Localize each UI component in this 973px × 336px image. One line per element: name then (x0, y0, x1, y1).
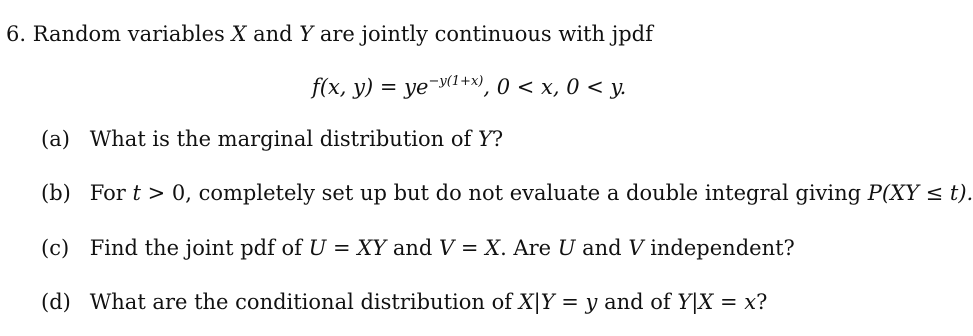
part-b (41, 180, 973, 206)
math-y: Y (299, 22, 314, 46)
formula-support: , 0 < x, 0 < y. (483, 75, 627, 99)
math-u: U (308, 236, 327, 260)
math-equals: = (454, 236, 486, 260)
math-v: V (439, 236, 455, 260)
part-text-pre: Find the joint pdf of (89, 236, 302, 260)
math-x-lower: x (744, 290, 757, 314)
formula-equals: = (373, 75, 405, 99)
math-equals: = (713, 290, 745, 314)
part-and: and (392, 236, 433, 260)
part-tail: ? (756, 290, 768, 314)
math-t: t (132, 181, 141, 205)
part-tail: ? (491, 127, 504, 151)
math-v: V (628, 236, 644, 260)
math-xy: XY (357, 236, 387, 260)
part-d (41, 289, 767, 315)
part-tail: independent? (650, 236, 795, 260)
problem-statement (6, 21, 653, 47)
math-u: U (557, 236, 576, 260)
stem-and: and (253, 22, 293, 46)
math-y: Y (477, 127, 492, 151)
formula-lhs: f(x, y) (312, 75, 374, 99)
part-text: What is the marginal distribution of (89, 127, 472, 151)
part-label: (d) (41, 290, 71, 314)
formula-exponent: −y(1+x) (428, 74, 484, 89)
part-text-pre: What are the conditional distribution of (89, 290, 512, 314)
part-label: (a) (41, 127, 70, 151)
part-and: and (582, 236, 622, 260)
stem-text: Random variables (32, 22, 225, 46)
formula-base: ye (404, 75, 429, 99)
math-x: X (485, 236, 501, 260)
math-equals: = (326, 236, 358, 260)
math-equals: = (554, 290, 586, 314)
part-label: (c) (41, 236, 70, 260)
problem-number: 6. (6, 22, 27, 46)
math-x: X (231, 22, 247, 46)
part-a (41, 126, 503, 152)
joint-pdf-formula (312, 74, 626, 100)
part-and: and of (604, 290, 671, 314)
math-y-given-x: Y|X (677, 290, 714, 314)
math-probability: P(XY ≤ t). (867, 181, 973, 205)
stem-tail: are jointly continuous with jpdf (319, 22, 653, 46)
math-x-given-y: X|Y (518, 290, 555, 314)
part-text-mid: > 0, completely set up but do not evaluate a double integral giving (140, 181, 862, 205)
part-mid: . Are (500, 236, 552, 260)
part-c (41, 235, 795, 261)
math-y-lower: y (585, 290, 598, 314)
part-text-pre: For (89, 181, 126, 205)
part-label: (b) (41, 181, 71, 205)
